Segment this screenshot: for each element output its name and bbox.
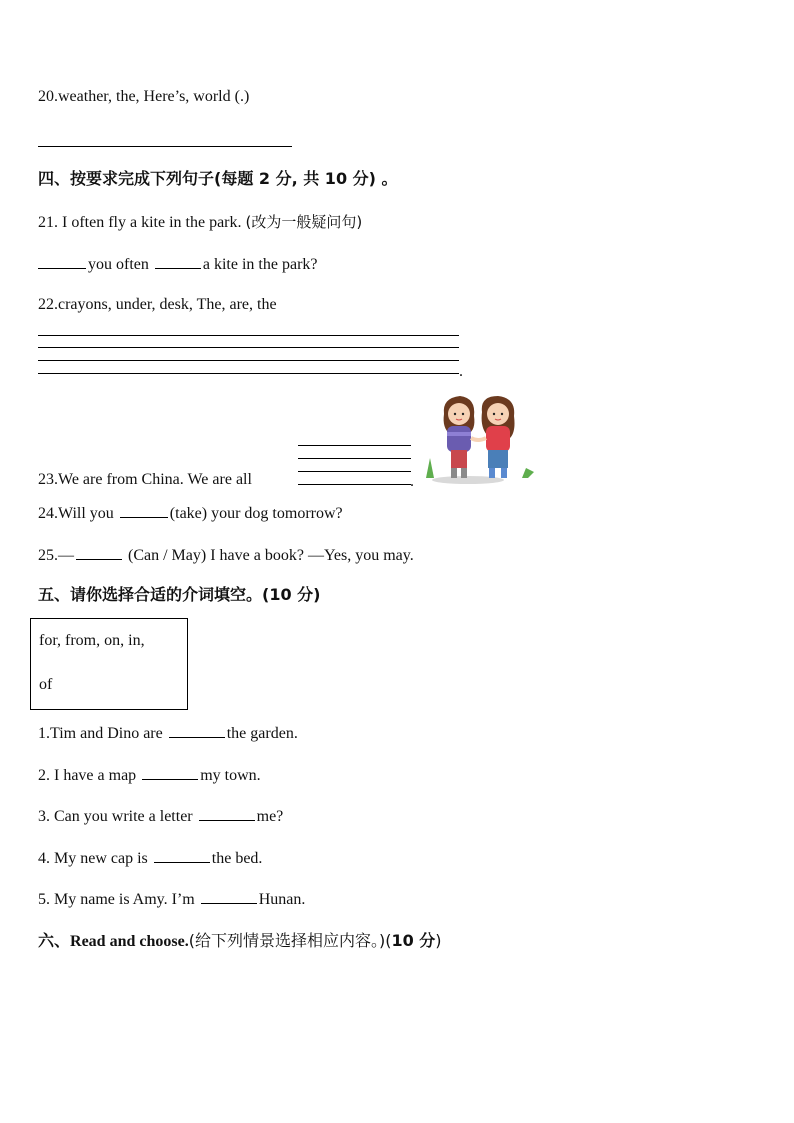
answer-line-22b[interactable] xyxy=(38,347,459,348)
fill-item-5 xyxy=(38,889,305,910)
fill-item-3-pre: 3. Can you write a letter xyxy=(38,808,193,825)
section-6-heading xyxy=(38,931,442,952)
section-6-instruction: (给下列情景选择相应内容。)( xyxy=(188,931,392,950)
question-21-text: 21. I often fly a kite in the park. xyxy=(38,214,246,231)
question-21 xyxy=(38,212,362,233)
fill-item-1 xyxy=(38,723,298,744)
question-20: 20.weather, the, Here’s, world (.) xyxy=(38,88,250,105)
fill-item-4-pre: 4. My new cap is xyxy=(38,850,148,867)
fill-item-1-post: the garden. xyxy=(226,725,298,742)
fill-item-4-post: the bed. xyxy=(211,850,263,867)
question-25-pre: 25.— xyxy=(38,547,74,564)
fill-item-4 xyxy=(38,848,262,869)
section-6-title-en: Read and choose. xyxy=(70,933,189,950)
blank-fill-3[interactable] xyxy=(199,806,255,821)
word-bank-line-2: of xyxy=(39,676,53,693)
question-23-period: . xyxy=(410,473,414,490)
question-24-post: (take) your dog tomorrow? xyxy=(169,505,343,522)
answer-line-22a[interactable] xyxy=(38,335,459,336)
blank-25[interactable] xyxy=(76,545,122,560)
two-girls-illustration xyxy=(418,392,538,486)
answer-line-23d[interactable] xyxy=(298,484,411,485)
fill-item-5-post: Hunan. xyxy=(258,891,306,908)
blank-fill-1[interactable] xyxy=(169,723,225,738)
answer-line-22d[interactable] xyxy=(38,373,459,374)
question-22-period: . xyxy=(459,363,463,380)
answer-line-22c[interactable] xyxy=(38,360,459,361)
blank-21b[interactable] xyxy=(155,254,201,269)
answer-21-text-a: you often xyxy=(88,256,149,273)
answer-line-20[interactable] xyxy=(38,146,292,147)
fill-item-1-pre: 1.Tim and Dino are xyxy=(38,725,163,742)
answer-21-text-b: a kite in the park? xyxy=(202,256,318,273)
fill-item-3 xyxy=(38,806,283,827)
fill-item-5-pre: 5. My name is Amy. I’m xyxy=(38,891,195,908)
blank-21a[interactable] xyxy=(38,254,86,269)
section-6-prefix: 六、 xyxy=(38,931,71,950)
question-25 xyxy=(38,545,414,566)
question-22: 22.crayons, under, desk, The, are, the xyxy=(38,296,277,313)
question-25-post: (Can / May) I have a book? —Yes, you may. xyxy=(128,547,414,564)
blank-fill-2[interactable] xyxy=(142,765,198,780)
section-6-score: 10 分 xyxy=(391,931,436,950)
answer-line-23b[interactable] xyxy=(298,458,411,459)
blank-fill-4[interactable] xyxy=(154,848,210,863)
question-21-instruction: (改为一般疑问句) xyxy=(245,213,363,231)
word-bank-line-1: for, from, on, in, xyxy=(39,632,145,649)
fill-item-2-post: my town. xyxy=(200,767,261,784)
fill-item-2 xyxy=(38,765,261,786)
question-23: 23.We are from China. We are all xyxy=(38,471,252,488)
answer-line-23a[interactable] xyxy=(298,445,411,446)
fill-item-2-pre: 2. I have a map xyxy=(38,767,137,784)
section-5-heading: 五、请你选择合适的介词填空。(10 分) xyxy=(38,585,321,604)
blank-fill-5[interactable] xyxy=(201,889,257,904)
fill-item-3-post: me? xyxy=(256,808,284,825)
word-bank-box xyxy=(30,618,188,710)
section-6-close: ) xyxy=(435,931,442,950)
question-21-answer xyxy=(38,254,318,275)
section-4-heading: 四、按要求完成下列句子(每题 2 分, 共 10 分) 。 xyxy=(38,169,398,188)
answer-line-23c[interactable] xyxy=(298,471,411,472)
question-24-pre: 24.Will you xyxy=(38,505,114,522)
question-24 xyxy=(38,503,343,524)
blank-24[interactable] xyxy=(120,503,168,518)
